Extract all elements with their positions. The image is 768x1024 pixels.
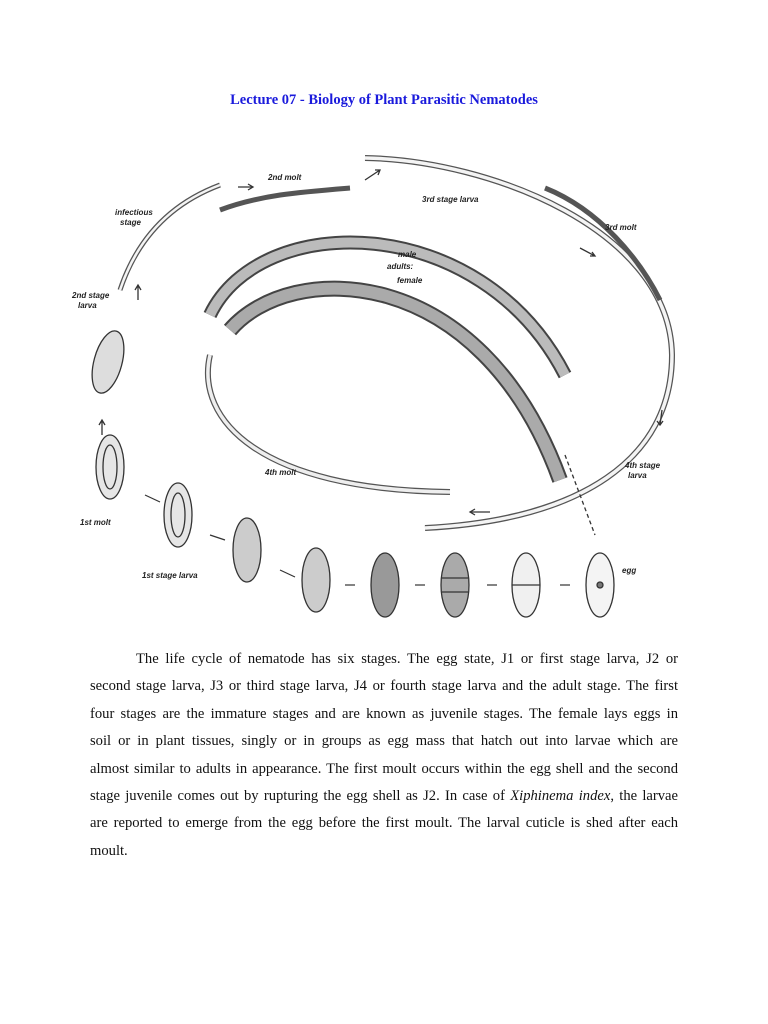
label-female: female [397, 276, 423, 285]
label-stage: stage [120, 218, 141, 227]
label-4th-stage: 4th stage [625, 461, 661, 470]
label-infectious: infectious [115, 208, 153, 217]
label-4th-molt: 4th molt [265, 468, 297, 477]
fourth-stage-larva-body [365, 158, 672, 528]
life-cycle-diagram [60, 140, 700, 630]
label-2nd-molt: 2nd molt [268, 173, 302, 182]
label-3rd-stage-larva: 3rd stage larva [422, 195, 479, 204]
paragraph-line: almost similar to adults in appearance. The first moult occurs within the egg shell and the second [90, 760, 678, 777]
paragraph-line: four stages are the immature stages and are known as juvenile stages. The female lays eggs in [90, 705, 678, 722]
label-male: male [398, 250, 417, 259]
egg-hatching [86, 327, 130, 396]
egg-cleavage-1 [371, 553, 399, 617]
body-paragraph [90, 646, 678, 865]
label-larva-2: larva [628, 471, 647, 480]
paragraph-line: moult. [90, 842, 128, 859]
label-1st-molt: 1st molt [80, 518, 111, 527]
egg-cleavage-2 [441, 553, 469, 617]
fourth-molt-body [208, 355, 450, 492]
label-adults: adults: [387, 262, 414, 271]
label-2nd-stage: 2nd stage [72, 291, 110, 300]
paragraph-line: second stage larva, J3 or third stage larva, J4 or fourth stage larva and the adult stage. The first [90, 678, 678, 695]
label-3rd-molt: 3rd molt [605, 223, 637, 232]
label-1st-stage-larva: 1st stage larva [142, 571, 198, 580]
label-egg: egg [622, 566, 637, 575]
paragraph-line: are reported to emerge from the egg before the first moult. The larval cuticle is shed after each [90, 815, 678, 832]
third-molt-body [545, 188, 660, 300]
paragraph-line: The life cycle of nematode has six stages. The egg state, J1 or first stage larva, J2 or [136, 651, 678, 667]
paragraph-text: stage juvenile comes out by rupturing the egg shell as J2. In case of [90, 788, 511, 805]
label-larva: larva [78, 301, 97, 310]
egg-morula-1 [233, 518, 261, 582]
species-name: Xiphinema index [510, 788, 611, 805]
second-stage-larva-body [120, 185, 220, 290]
page-title: Lecture 07 - Biology of Plant Parasitic Nematodes [230, 92, 538, 108]
paragraph-line: soil or in plant tissues, singly or in groups as egg mass that hatch out into larvae which are [90, 733, 678, 750]
egg-morula-2 [302, 548, 330, 612]
paragraph-line-species [90, 783, 678, 810]
second-molt-body [220, 188, 350, 210]
nematode-life-cycle-figure [60, 140, 700, 630]
paragraph-text: , the larvae [610, 788, 678, 805]
